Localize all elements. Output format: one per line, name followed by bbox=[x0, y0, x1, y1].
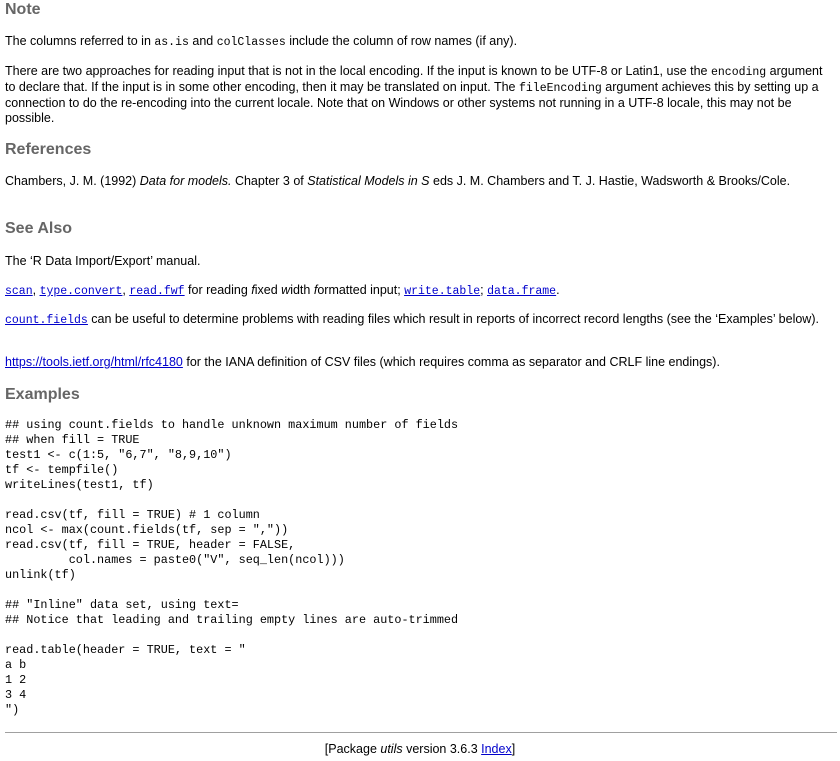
code-fileencoding: fileEncoding bbox=[518, 82, 602, 95]
examples-code-block: ## using count.fields to handle unknown maximum number of fields ## when fill = TRUE test1 <- c(1:5, "6,7", "8,9,10") tf <- tempfile() writeLines(test1, tf) read.csv(tf, fill = TRUE) # 1 column ncol <- max(count.fields(tf, sep = ",")) read.csv(tf, fill = TRUE, header = FALSE, col.names = paste0("V", seq_len(ncol))) unlink(tf) ## "Inline" data set, using text= ## Notice that leading and trailing empty lines are auto-trimmed read.table(header = TRUE, text = " a b 1 2 3 4 ") bbox=[5, 418, 459, 717]
see-also-rfc: https://tools.ietf.org/html/rfc4180 for the IANA definition of CSV files (which requires comma as separator and CRLF line endings). bbox=[5, 355, 720, 369]
link-data-frame[interactable]: data.frame bbox=[487, 285, 557, 298]
note-paragraph-2: There are two approaches for reading input that is not in the local encoding. If the input is known to be UTF-8 or Latin1, use the encoding argument to declare that. If the input is in some other encoding, then it may be translated on input. The fileEncoding argument achieves this by setting up a connection to do the re-encoding into the current locale. Note that on Windows or other systems not running in a UTF-8 locale, this may not be possible. bbox=[5, 64, 823, 125]
index-link[interactable]: Index bbox=[481, 742, 512, 756]
link-write-table[interactable]: write.table bbox=[404, 285, 481, 298]
link-read-fwf[interactable]: read.fwf bbox=[129, 285, 185, 298]
see-also-heading: See Also bbox=[5, 220, 72, 237]
note-heading: Note bbox=[5, 1, 41, 18]
code-encoding: encoding bbox=[710, 66, 767, 79]
see-also-count-fields: count.fields can be useful to determine problems with reading files which result in reports of incorrect record lengths (see the ‘Examples’ below). bbox=[5, 312, 819, 327]
footer: [Package utils version 3.6.3 Index] bbox=[324, 742, 516, 756]
link-rfc4180[interactable]: https://tools.ietf.org/html/rfc4180 bbox=[5, 355, 183, 369]
link-count-fields[interactable]: count.fields bbox=[5, 314, 88, 327]
package-name: utils bbox=[380, 742, 403, 756]
code-colclasses: colClasses bbox=[216, 36, 286, 49]
see-also-manual: The ‘R Data Import/Export’ manual. bbox=[5, 254, 201, 268]
footer-divider bbox=[5, 732, 837, 733]
see-also-links: scan, type.convert, read.fwf for reading fixed width formatted input; write.table; data.frame. bbox=[5, 283, 560, 298]
note-paragraph-1: The columns referred to in as.is and colClasses include the column of row names (if any). bbox=[5, 34, 518, 49]
examples-heading: Examples bbox=[5, 386, 80, 403]
link-scan[interactable]: scan bbox=[5, 285, 33, 298]
references-paragraph: Chambers, J. M. (1992) Data for models. Chapter 3 of Statistical Models in S eds J. M. Chambers and T. J. Hastie, Wadsworth & Brooks/Cole. bbox=[5, 174, 791, 188]
code-as-is: as.is bbox=[154, 36, 189, 49]
references-heading: References bbox=[5, 141, 92, 158]
link-type-convert[interactable]: type.convert bbox=[39, 285, 123, 298]
